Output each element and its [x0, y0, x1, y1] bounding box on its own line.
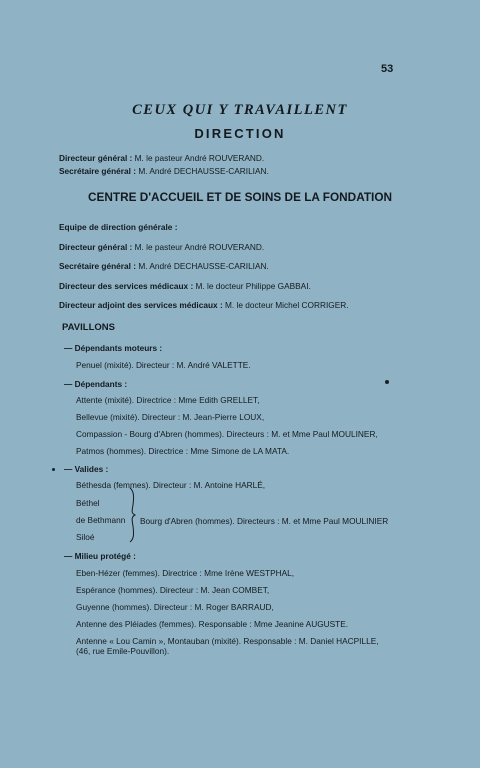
list-item: Patmos (hommes). Directrice : Mme Simone de LA MATA.: [76, 446, 290, 456]
direction-line-2: Secrétaire général : M. André DECHAUSSE-CARILIAN.: [59, 166, 269, 176]
list-item: Antenne des Pléiades (femmes). Responsable : Mme Jeanine AUGUSTE.: [76, 619, 349, 629]
list-item: Penuel (mixité). Directeur : M. André VALETTE.: [76, 360, 251, 370]
group-item-2: de Bethmann: [76, 515, 126, 525]
ink-mark: [52, 468, 55, 471]
group-description: Bourg d'Abren (hommes). Directeurs : M. et Mme Paul MOULINIER: [140, 516, 389, 526]
equipe-line-3: Directeur des services médicaux : M. le docteur Philippe GABBAI.: [59, 281, 311, 291]
list-item: Béthesda (femmes). Directeur : M. Antoine HARLÉ,: [76, 480, 266, 490]
section-heading: CEUX QUI Y TRAVAILLENT: [132, 102, 348, 118]
milieu-label: — Milieu protégé :: [64, 551, 136, 561]
dependants-moteurs-label: — Dépendants moteurs :: [64, 343, 163, 353]
direction-heading: DIRECTION: [194, 126, 286, 141]
equipe-line-4: Directeur adjoint des services médicaux : M. le docteur Michel CORRIGER.: [59, 300, 349, 310]
list-item: Espérance (hommes). Directeur : M. Jean COMBET,: [76, 585, 270, 595]
group-item-3: Siloé: [76, 532, 95, 542]
equipe-line-1: Directeur général : M. le pasteur André ROUVERAND.: [59, 242, 265, 252]
group-item-1: Béthel: [76, 498, 100, 508]
page-number: 53: [381, 63, 394, 75]
curly-brace-icon: [128, 487, 136, 543]
valides-label: — Valides :: [64, 464, 109, 474]
list-item: Compassion - Bourg d'Abren (hommes). Directeurs : M. et Mme Paul MOULINER,: [76, 429, 378, 439]
list-item: Antenne « Lou Camin », Montauban (mixité). Responsable : M. Daniel HACPILLE,: [76, 636, 379, 646]
equipe-label: Equipe de direction générale :: [59, 222, 178, 232]
centre-title: CENTRE D'ACCUEIL ET DE SOINS DE LA FONDATION: [87, 190, 393, 204]
equipe-line-2: Secrétaire général : M. André DECHAUSSE-CARILIAN.: [59, 261, 269, 271]
direction-line-1: Directeur général : M. le pasteur André ROUVERAND.: [59, 153, 265, 163]
dependants-label: — Dépendants :: [64, 379, 128, 389]
ink-mark: [385, 380, 389, 384]
pavillons-title: PAVILLONS: [62, 322, 115, 333]
list-item: (46, rue Emile-Pouvillon).: [76, 646, 170, 656]
list-item: Eben-Hézer (femmes). Directrice : Mme Irène WESTPHAL,: [76, 568, 295, 578]
list-item: Bellevue (mixité). Directeur : M. Jean-Pierre LOUX,: [76, 412, 265, 422]
list-item: Attente (mixité). Directrice : Mme Edith GRELLET,: [76, 395, 260, 405]
list-item: Guyenne (hommes). Directeur : M. Roger BARRAUD,: [76, 602, 274, 612]
